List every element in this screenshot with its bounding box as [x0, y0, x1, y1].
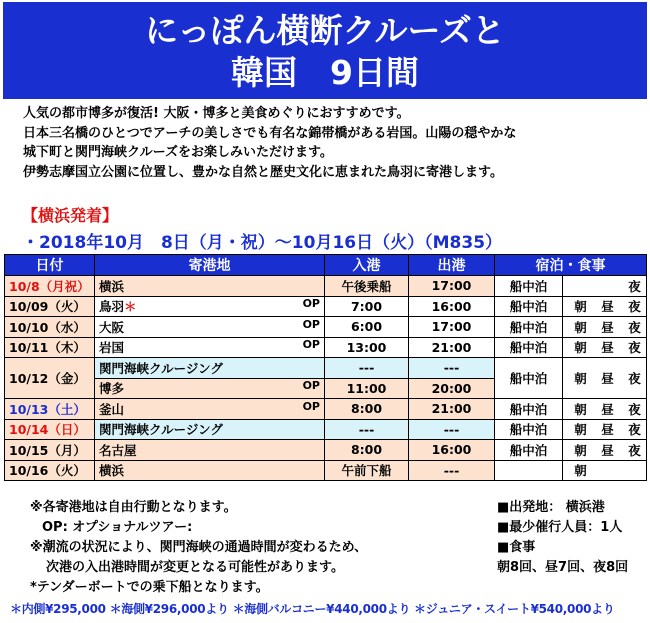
meals-cell: 朝 昼 夜	[563, 337, 647, 358]
departure-cell: 16:00	[409, 440, 495, 461]
arrival-cell: 13:00	[325, 337, 409, 358]
meals-cell: 朝 昼 夜	[563, 419, 647, 440]
stay-cell: 船中泊	[495, 337, 563, 358]
port-cell: 岩国 OP	[95, 337, 325, 358]
note-line: *テンダーボートでの乗下船となります。	[30, 580, 269, 595]
header-stay-meals: 宿泊・食事	[495, 255, 647, 276]
op-label: OP	[302, 399, 320, 413]
note-line: ※各寄港地は自由行動となります。	[30, 500, 237, 515]
table-row	[5, 419, 647, 440]
port-cell: 横浜	[95, 276, 325, 297]
meals-cell: 朝 昼 夜	[563, 317, 647, 338]
op-label: OP	[302, 338, 320, 352]
meals-cell: 朝 昼 夜	[563, 358, 647, 399]
date-cell: 10/8（月祝）	[5, 276, 95, 297]
date-cell: 10/12（金）	[5, 358, 95, 399]
departure-cell: ---	[409, 419, 495, 440]
departure-cell: 20:00	[409, 378, 495, 399]
meals-cell: 夜	[563, 276, 647, 297]
op-label: OP	[302, 379, 320, 393]
departure-cell: ---	[409, 460, 495, 481]
op-label: OP	[302, 297, 320, 311]
port-cell: 釜山 OP	[95, 399, 325, 420]
port-cell: 鳥羽＊ OP	[95, 296, 325, 317]
intro-text	[23, 104, 643, 182]
table-row	[5, 440, 647, 461]
info-line: ■最少催行人員：1人	[497, 520, 623, 535]
departure-cell: 16:00	[409, 296, 495, 317]
header-port: 寄港地	[95, 255, 325, 276]
arrival-cell: ---	[325, 358, 409, 379]
meals-cell: 朝 昼 夜	[563, 399, 647, 420]
stay-cell: 船中泊	[495, 296, 563, 317]
departure-cell: 17:00	[409, 276, 495, 297]
meals-cell: 朝	[563, 460, 647, 481]
departure-cell: 21:00	[409, 337, 495, 358]
header-arrival: 入港	[325, 255, 409, 276]
note-line: 次港の入出港時間が変更となる可能性があります。	[46, 560, 344, 575]
title-banner	[3, 2, 647, 99]
departure-cell: 17:00	[409, 317, 495, 338]
departure-origin: 【横浜発着】	[22, 206, 119, 225]
date-cell: 10/11（木）	[5, 337, 95, 358]
arrival-cell: 8:00	[325, 399, 409, 420]
table-row	[5, 337, 647, 358]
cruise-dates: ・2018年10月 8日（月・祝）～10月16日（火）（M835）	[22, 233, 503, 253]
stay-cell: 船中泊	[495, 317, 563, 338]
date-cell: 10/10（水）	[5, 317, 95, 338]
date-cell: 10/14（日）	[5, 419, 95, 440]
port-cell: 博多 OP	[95, 378, 325, 399]
note-line: ※潮流の状況により、関門海峡の通過時間が変わるため、	[30, 540, 368, 555]
title-line-1: にっぽん横断クルーズと	[145, 11, 505, 50]
op-label: OP	[302, 317, 320, 331]
intro-line: 伊勢志摩国立公園に位置し、豊かな自然と歴史文化に恵まれた鳥羽に寄港します。	[23, 164, 503, 180]
info-line: 朝8回、昼7回、夜8回	[497, 560, 629, 575]
table-row	[5, 296, 647, 317]
intro-line: 人気の都市博多が復活! 大阪・博多と美食めぐりにおすすめです。	[23, 106, 410, 121]
stay-cell: 船中泊	[495, 440, 563, 461]
port-cell: 名古屋	[95, 440, 325, 461]
price-list: ＊内側¥295,000 ＊海側¥296,000より ＊海側バルコニー¥440,000より ＊ジュニア・スイート¥540,000より	[10, 602, 615, 616]
arrival-cell: 午後乗船	[325, 276, 409, 297]
stay-cell: 船中泊	[495, 276, 563, 297]
arrival-cell: ---	[325, 419, 409, 440]
info-line: ■食事	[497, 540, 536, 555]
header-departure: 出港	[409, 255, 495, 276]
port-cell: 横浜	[95, 460, 325, 481]
arrival-cell: 午前下船	[325, 460, 409, 481]
meals-cell: 朝 昼 夜	[563, 296, 647, 317]
departure-cell: 21:00	[409, 399, 495, 420]
port-cell: 関門海峡クルージング	[95, 358, 325, 379]
port-cell: 関門海峡クルージング	[95, 419, 325, 440]
stay-cell	[495, 460, 563, 481]
port-cell: 大阪 OP	[95, 317, 325, 338]
info-line: ■出発地： 横浜港	[497, 500, 605, 515]
arrival-cell: 7:00	[325, 296, 409, 317]
stay-cell: 船中泊	[495, 399, 563, 420]
header-date: 日付	[5, 255, 95, 276]
stay-cell: 船中泊	[495, 419, 563, 440]
arrival-cell: 11:00	[325, 378, 409, 399]
table-row	[5, 460, 647, 481]
date-cell: 10/09（火）	[5, 296, 95, 317]
table-header-row	[5, 255, 647, 276]
stay-cell: 船中泊	[495, 358, 563, 399]
itinerary-table	[4, 254, 647, 481]
title-line-2: 韓国 9日間	[231, 53, 419, 92]
arrival-cell: 8:00	[325, 440, 409, 461]
meals-cell: 朝 昼 夜	[563, 440, 647, 461]
date-cell: 10/15（月）	[5, 440, 95, 461]
notes-block	[30, 498, 367, 598]
arrival-cell: 6:00	[325, 317, 409, 338]
date-cell: 10/13（土）	[5, 399, 95, 420]
table-row	[5, 276, 647, 297]
departure-cell: ---	[409, 358, 495, 379]
intro-line: 日本三名橋のひとつでアーチの美しさでも有名な錦帯橋がある岩国。山陽の穏やかな	[23, 125, 517, 141]
note-line: OP: オプショナルツアー:	[42, 520, 193, 535]
date-cell: 10/16（火）	[5, 460, 95, 481]
info-block	[497, 498, 628, 578]
intro-line: 城下町と関門海峡クルーズをお楽しみいただけます。	[23, 145, 333, 160]
table-row	[5, 358, 647, 379]
tender-mark: ＊	[124, 299, 137, 315]
table-row	[5, 399, 647, 420]
table-row	[5, 317, 647, 338]
